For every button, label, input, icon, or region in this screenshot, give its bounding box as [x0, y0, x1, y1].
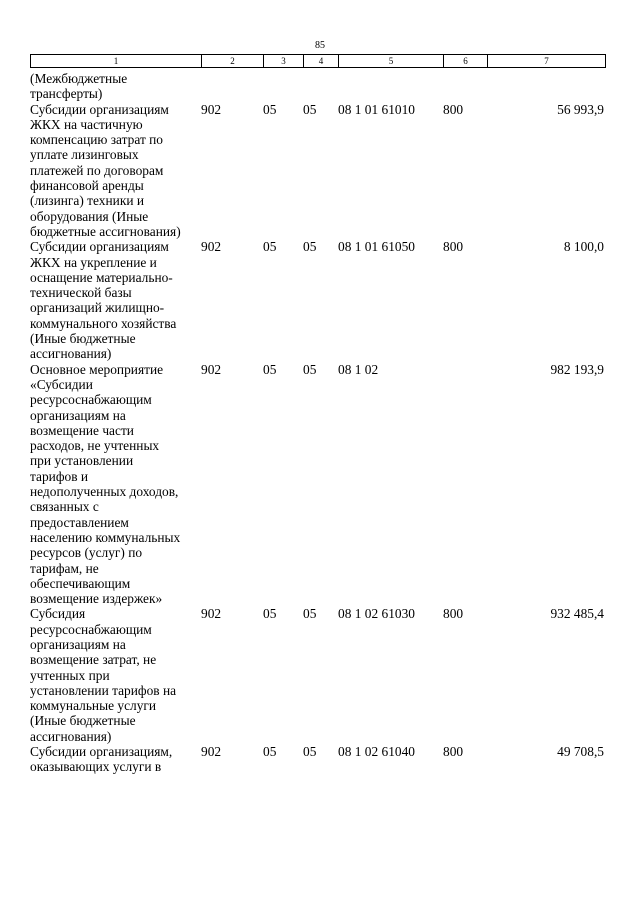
- row-pr-cell: [303, 71, 338, 102]
- header-col-3: 3: [264, 55, 304, 67]
- row-name-cell: Субсидии организациям, оказывающих услуги в: [30, 744, 173, 775]
- row-grbs-cell: 902: [201, 606, 222, 622]
- row-name-cell: Основное мероприятие «Субсидии ресурсоснабжающим организациям на возмещение части расходов, не учтенных при установлении тарифов и недополученных доходов, связанных с предоставлением населению коммунальных ресурсов (услуг) по тарифам, не обеспечивающим возмещение издержек»: [30, 361, 181, 607]
- row-name-cell: Субсидии организациям ЖКХ на частичную компенсацию затрат по уплате лизинговых платежей по договорам финансовой аренды (лизинга) техники и оборудования (Иные бюджетные ассигнования): [30, 101, 181, 239]
- row-rz-cell: [263, 71, 303, 102]
- table-body: [30, 71, 630, 775]
- row-sum-cell: 932 485,4: [550, 606, 604, 622]
- row-pr-cell: 05: [303, 239, 317, 255]
- table-row: [30, 71, 630, 102]
- row-csr-cell: 08 1 01 61010: [338, 101, 415, 117]
- row-name-cell: (Межбюджетные трансферты): [30, 71, 128, 102]
- header-col-7: 7: [544, 56, 549, 66]
- header-col-5: 5: [339, 55, 444, 67]
- row-pr-cell: 05: [303, 744, 317, 760]
- row-name-cell: Субсидии организациям ЖКХ на укрепление и оснащение материально- технической базы организаций жилищно- коммунального хозяйства (Иные бюджетные ассигнования): [30, 239, 177, 362]
- page-number: 85: [315, 40, 325, 51]
- table-row: [30, 606, 630, 744]
- row-vr-cell: [443, 71, 487, 102]
- header-col-2: 2: [202, 55, 264, 67]
- row-grbs-cell: 902: [201, 361, 222, 377]
- table-row: [30, 362, 630, 607]
- table-row: [30, 102, 630, 240]
- row-csr-cell: 08 1 02: [338, 361, 379, 377]
- row-rz-cell: 05: [263, 744, 277, 760]
- row-vr-cell: 800: [443, 606, 464, 622]
- row-rz-cell: 05: [263, 361, 277, 377]
- row-csr-cell: [338, 71, 443, 102]
- row-vr-cell: 800: [443, 239, 464, 255]
- row-name-cell: Субсидия ресурсоснабжающим организациям на возмещение затрат, не учтенных при установлении тарифов на коммунальные услуги (Иные бюджетные ассигнования): [30, 606, 177, 744]
- row-vr-cell: [443, 362, 487, 607]
- row-pr-cell: 05: [303, 606, 317, 622]
- row-grbs-cell: [201, 71, 263, 102]
- header-col-4: 4: [304, 55, 339, 67]
- row-rz-cell: 05: [263, 606, 277, 622]
- row-grbs-cell: 902: [201, 239, 222, 255]
- row-csr-cell: 08 1 01 61050: [338, 239, 415, 255]
- row-rz-cell: 05: [263, 101, 277, 117]
- row-pr-cell: 05: [303, 361, 317, 377]
- row-grbs-cell: 902: [201, 744, 222, 760]
- table-row: [30, 744, 630, 775]
- row-csr-cell: 08 1 02 61030: [338, 606, 415, 622]
- row-sum-cell: 8 100,0: [563, 239, 604, 255]
- table-header: [30, 54, 606, 68]
- header-col-1: 1: [31, 55, 202, 67]
- row-sum-cell: [487, 71, 604, 102]
- header-col-6: 6: [444, 55, 488, 67]
- row-sum-cell: 982 193,9: [550, 361, 604, 377]
- row-rz-cell: 05: [263, 239, 277, 255]
- row-vr-cell: 800: [443, 744, 464, 760]
- table-row: [30, 239, 630, 361]
- row-sum-cell: 49 708,5: [557, 744, 604, 760]
- row-sum-cell: 56 993,9: [557, 101, 604, 117]
- row-pr-cell: 05: [303, 101, 317, 117]
- row-csr-cell: 08 1 02 61040: [338, 744, 415, 760]
- row-vr-cell: 800: [443, 101, 464, 117]
- row-grbs-cell: 902: [201, 101, 222, 117]
